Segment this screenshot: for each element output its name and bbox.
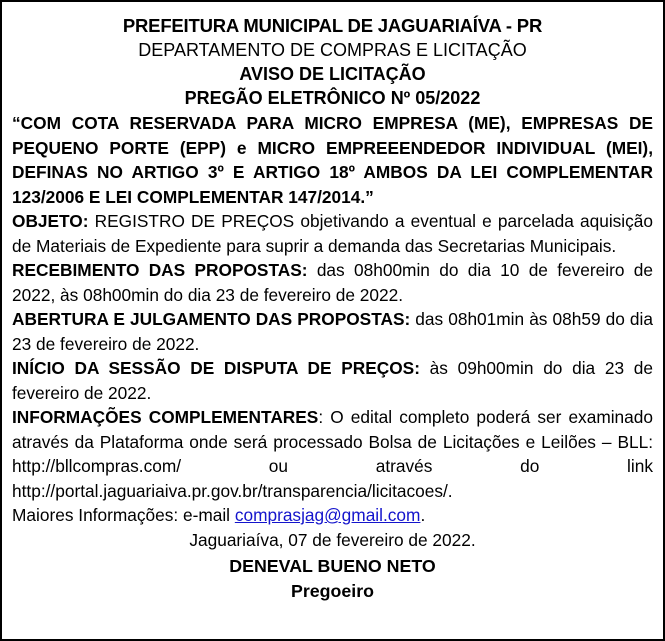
- section-informacoes-complementares: [12, 405, 653, 503]
- place-and-date: Jaguariaíva, 07 de fevereiro de 2022.: [189, 529, 476, 550]
- contact-line: [12, 503, 653, 528]
- section-inicio-disputa: [12, 356, 653, 405]
- section-abertura-julgamento-text: das 08h01min às 08h59 do dia 23 de fevereiro de 2022.: [12, 309, 653, 354]
- contact-prefix: Maiores Informações: e-mail: [12, 505, 235, 525]
- section-recebimento-propostas-text: das 08h00min do dia 10 de fevereiro de 2022, às 08h00min do dia 23 de fevereiro de 2022.: [12, 260, 654, 305]
- section-objeto-label: OBJETO:: [12, 211, 89, 231]
- section-informacoes-complementares-text: : O edital completo poderá ser examinado através da Plataforma onde será processado Bolsa de Licitações e Leilões – BLL: http://bllcompras.com/ ou através do link http://portal.jaguariaiva.pr.gov.br/transparencia/licitacoes/.: [12, 407, 653, 501]
- header-municipality: PREFEITURA MUNICIPAL DE JAGUARIAÍVA - PR: [122, 15, 543, 36]
- section-inicio-disputa-label: INÍCIO DA SESSÃO DE DISPUTA DE PREÇOS:: [12, 358, 420, 378]
- section-recebimento-propostas: [12, 258, 653, 307]
- signature-name: DENEVAL BUENO NETO: [229, 556, 436, 576]
- contact-suffix: .: [420, 505, 426, 525]
- section-inicio-disputa-text: às 09h00min do dia 23 de fevereiro de 2022.: [12, 358, 653, 403]
- signature-role: Pregoeiro: [290, 580, 374, 601]
- header-department: DEPARTAMENTO DE COMPRAS E LICITAÇÃO: [138, 40, 527, 60]
- section-recebimento-propostas-label: RECEBIMENTO DAS PROPOSTAS:: [12, 260, 308, 280]
- section-objeto: [12, 209, 653, 258]
- section-abertura-julgamento: [12, 307, 653, 356]
- section-objeto-text: REGISTRO DE PREÇOS objetivando a eventual e parcelada aquisição de Materiais de Expediente para suprir a demanda das Secretarias Municipais.: [12, 211, 653, 256]
- header-notice-type: AVISO DE LICITAÇÃO: [239, 64, 426, 84]
- document-body: [2, 2, 663, 603]
- contact-email-link[interactable]: comprasjag@gmail.com: [234, 505, 421, 525]
- section-abertura-julgamento-label: ABERTURA E JULGAMENTO DAS PROPOSTAS:: [12, 309, 411, 329]
- section-informacoes-complementares-label: INFORMAÇÕES COMPLEMENTARES: [12, 407, 319, 427]
- header-bid-number: PREGÃO ELETRÔNICO Nº 05/2022: [184, 88, 481, 108]
- reserved-quota-quote: “COM COTA RESERVADA PARA MICRO EMPRESA (ME), EMPRESAS DE PEQUENO PORTE (EPP) e MICRO EMPREEENDEDOR INDIVIDUAL (MEI), DEFINAS NO ARTIGO 3º E ARTIGO 18º AMBOS DA LEI COMPLEMENTAR 123/2006 E LEI COMPLEMENTAR 147/2014.”: [12, 113, 653, 207]
